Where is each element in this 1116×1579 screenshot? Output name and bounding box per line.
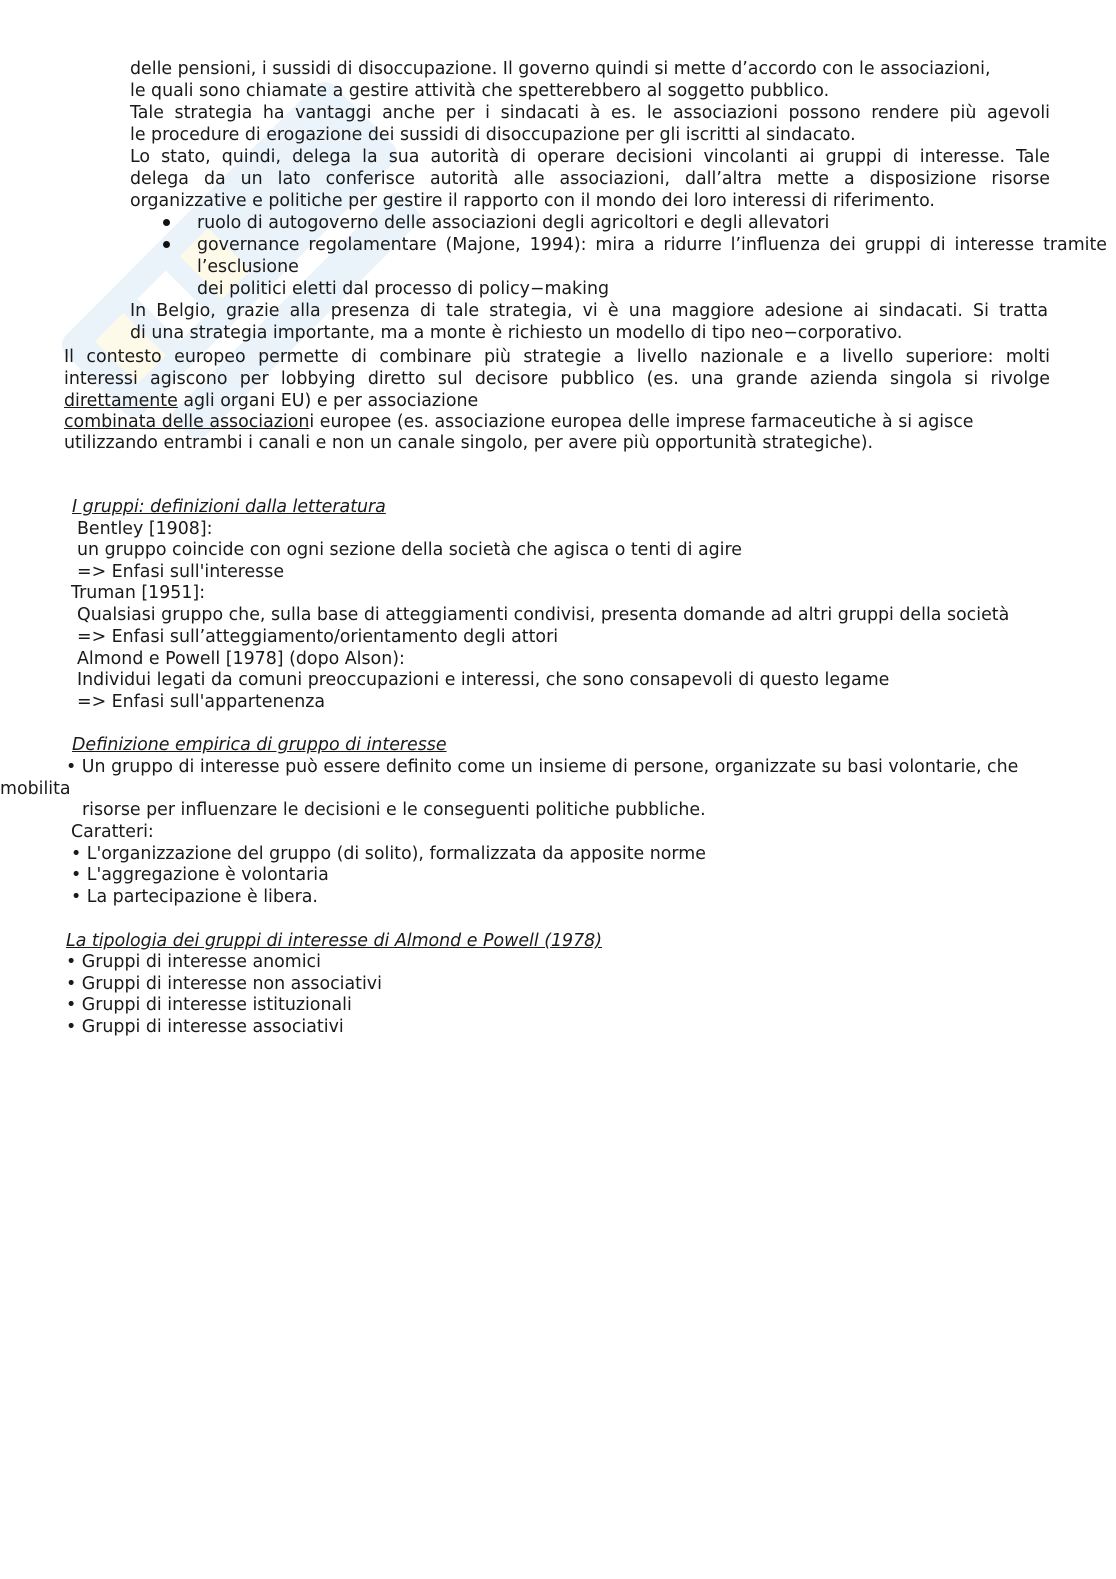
author-label: Almond e Powell [1978] (dopo Alson):: [77, 649, 405, 669]
section-heading: La tipologia dei gruppi di interesse di Almond e Powell (1978): [66, 931, 603, 951]
text-line: utilizzando entrambi i canali e non un canale singolo, per avere più opportunità strategiche).: [64, 433, 874, 453]
text-line: di una strategia importante, ma a monte è richiesto un modello di tipo neo−corporativo.: [130, 323, 903, 343]
text-span: i europee (es. associazione europea delle imprese farmaceutiche à si agisce: [309, 412, 974, 432]
bullet-icon: [163, 219, 170, 226]
list-item: • Un gruppo di interesse può essere definito come un insieme di persone, organizzate su basi volontarie, che: [66, 757, 1019, 777]
text-line: delle pensioni, i sussidi di disoccupazione. Il governo quindi si mette d’accordo con le associazioni,: [130, 59, 991, 79]
text-line: le quali sono chiamate a gestire attività che spetterebbero al soggetto pubblico.: [130, 81, 830, 101]
list-item: governance regolamentare (Majone, 1994): mira a ridurre l’influenza dei gruppi di interesse tramite: [197, 235, 1107, 255]
text-line: risorse per influenzare le decisioni e le conseguenti politiche pubbliche.: [82, 800, 706, 820]
list-item: • L'aggregazione è volontaria: [71, 865, 329, 885]
list-item: • La partecipazione è libera.: [71, 887, 318, 907]
text-line: interessi agiscono per lobbying diretto sul decisore pubblico (es. una grande azienda singola si rivolge: [64, 369, 1050, 389]
list-item: • Gruppi di interesse non associativi: [66, 974, 382, 994]
list-item-continuation: l’esclusione: [197, 257, 299, 277]
text-line: Tale strategia ha vantaggi anche per i sindacati à es. le associazioni possono rendere più agevoli: [130, 103, 1050, 123]
list-item: • Gruppi di interesse anomici: [66, 952, 321, 972]
list-item: ruolo di autogoverno delle associazioni degli agricoltori e degli allevatori: [197, 213, 830, 233]
text-line: delega da un lato conferisce autorità alle associazioni, dall’altra mette a disposizione risorse: [130, 169, 1050, 189]
emphasis-text: => Enfasi sull'interesse: [77, 562, 285, 582]
list-item: • Gruppi di interesse istituzionali: [66, 995, 352, 1015]
author-label: Truman [1951]:: [71, 583, 206, 603]
text-line: mobilita: [0, 779, 71, 799]
emphasis-text: => Enfasi sull’atteggiamento/orientamento degli attori: [77, 627, 559, 647]
text-line: Lo stato, quindi, delega la sua autorità di operare decisioni vincolanti ai gruppi di interesse. Tale: [130, 147, 1050, 167]
text-line: organizzative e politiche per gestire il rapporto con il mondo dei loro interessi di riferimento.: [130, 191, 935, 211]
text-line: [64, 390, 478, 412]
section-heading: I gruppi: definizioni dalla letteratura: [72, 497, 386, 517]
text-line: [64, 411, 973, 433]
bullet-icon: [163, 241, 170, 248]
label-text: Caratteri:: [71, 822, 154, 842]
definition-text: un gruppo coincide con ogni sezione della società che agisca o tenti di agire: [77, 540, 742, 560]
emphasis-text: => Enfasi sull'appartenenza: [77, 692, 325, 712]
section-heading: Definizione empirica di gruppo di interesse: [72, 735, 447, 755]
list-item-continuation: dei politici eletti dal processo di policy−making: [197, 279, 610, 299]
text-span: agli organi EU) e per associazione: [177, 391, 479, 411]
text-line: le procedure di erogazione dei sussidi di disoccupazione per gli iscritti al sindacato.: [130, 125, 856, 145]
underlined-text: combinata delle associazion: [64, 412, 310, 432]
underlined-text: direttamente: [64, 391, 178, 411]
list-item: • Gruppi di interesse associativi: [66, 1017, 344, 1037]
definition-text: Individui legati da comuni preoccupazioni e interessi, che sono consapevoli di questo legame: [77, 670, 890, 690]
list-item: • L'organizzazione del gruppo (di solito), formalizzata da apposite norme: [71, 844, 706, 864]
text-line: In Belgio, grazie alla presenza di tale strategia, vi è una maggiore adesione ai sindacati. Si tratta: [130, 301, 1048, 321]
author-label: Bentley [1908]:: [77, 519, 213, 539]
text-line: Il contesto europeo permette di combinare più strategie a livello nazionale e a livello superiore: molti: [64, 347, 1050, 367]
definition-text: Qualsiasi gruppo che, sulla base di atteggiamenti condivisi, presenta domande ad altri gruppi della società: [77, 605, 1010, 625]
